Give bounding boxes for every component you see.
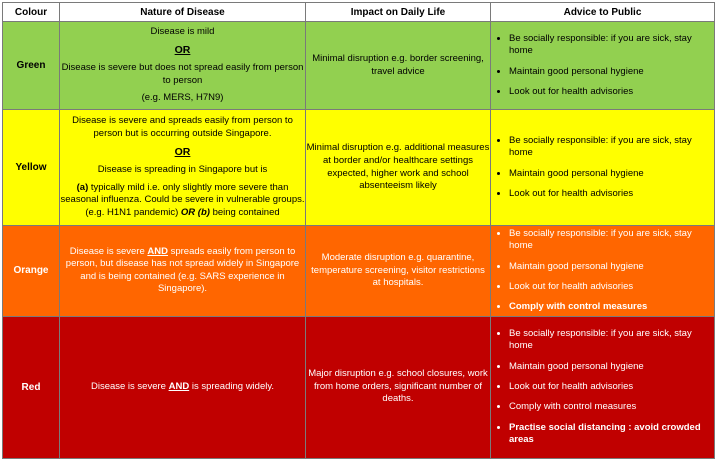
nature-orange-pre: Disease is severe [69, 245, 148, 257]
impact-red: Major disruption e.g. school closures, work from home orders, significant number of deaths. [306, 316, 491, 458]
header-row [3, 3, 715, 22]
nature-orange-post: spreads easily from person to person, but disease has not spread widely in Singapore and is being contained (e.g. SARS experience in Singapore). [65, 245, 300, 295]
advice-item: • Comply with control measures [509, 401, 714, 413]
advice-item: • Be socially responsible: if you are sick, stay home [509, 328, 714, 353]
row-red [3, 316, 715, 458]
row-orange [3, 226, 715, 317]
header-colour: Colour [3, 3, 60, 22]
advice-green [491, 22, 715, 110]
nature-orange-and: AND [147, 245, 168, 257]
advice-item: • Maintain good personal hygiene [509, 261, 714, 273]
nature-green-2: Disease is severe but does not spread easily from person to person [61, 62, 304, 86]
advice-item-bold: • Comply with control measures [509, 301, 714, 313]
nature-orange [60, 226, 306, 317]
advice-item: • Be socially responsible: if you are sick, stay home [509, 135, 714, 160]
dorscon-table [2, 2, 715, 459]
advice-item: • Look out for health advisories [509, 281, 714, 293]
nature-green [60, 22, 306, 110]
advice-item: • Maintain good personal hygiene [509, 66, 714, 78]
level-green: Green [3, 22, 60, 110]
or-b-label: OR (b) [180, 206, 210, 218]
advice-item: • Look out for health advisories [509, 381, 714, 393]
advice-item: • Look out for health advisories [509, 188, 714, 200]
nature-yellow [60, 110, 306, 226]
nature-yellow-2: Disease is spreading in Singapore but is [97, 164, 268, 176]
nature-green-1: Disease is mild [150, 26, 215, 37]
impact-green: Minimal disruption e.g. border screening, travel advice [306, 22, 491, 110]
advice-red [491, 316, 715, 458]
row-yellow [3, 110, 715, 226]
nature-red-and: AND [168, 380, 190, 392]
advice-item-bold: • Practise social distancing : avoid crowded areas [509, 422, 714, 447]
nature-yellow-or: OR [174, 145, 191, 158]
nature-red-post: is spreading widely. [189, 380, 275, 392]
level-orange: Orange [3, 226, 60, 317]
level-yellow: Yellow [3, 110, 60, 226]
impact-orange: Moderate disruption e.g. quarantine, temperature screening, visitor restrictions at hospitals. [306, 226, 491, 317]
advice-orange [491, 226, 715, 317]
nature-red [60, 316, 306, 458]
nature-green-or: OR [174, 43, 191, 56]
advice-item: • Be socially responsible: if you are sick, stay home [509, 228, 714, 253]
advice-item: • Be socially responsible: if you are sick, stay home [509, 33, 714, 58]
advice-item: • Maintain good personal hygiene [509, 168, 714, 180]
nature-red-pre: Disease is severe [90, 380, 169, 392]
level-red: Red [3, 316, 60, 458]
impact-yellow: Minimal disruption e.g. additional measures at border and/or healthcare settings expected, higher work and school absenteeism likely [306, 110, 491, 226]
row-green [3, 22, 715, 110]
option-a-text: typically mild i.e. only slightly more severe than seasonal influenza. Could be severe in vulnerable groups. (e.g. H1N1 pandemic) [60, 181, 305, 218]
header-impact: Impact on Daily Life [306, 3, 491, 22]
header-nature: Nature of Disease [60, 3, 306, 22]
nature-green-3: (e.g. MERS, H7N9) [141, 92, 224, 104]
header-advice: Advice to Public [491, 3, 715, 22]
nature-yellow-3 [60, 182, 305, 220]
nature-yellow-1: Disease is severe and spreads easily from person to person but is occurring outside Singapore. [72, 115, 293, 139]
advice-item: • Maintain good personal hygiene [509, 361, 714, 373]
option-a-label: (a) [76, 181, 89, 193]
option-b-text: being contained [209, 206, 280, 218]
advice-item: • Look out for health advisories [509, 86, 714, 98]
advice-yellow [491, 110, 715, 226]
